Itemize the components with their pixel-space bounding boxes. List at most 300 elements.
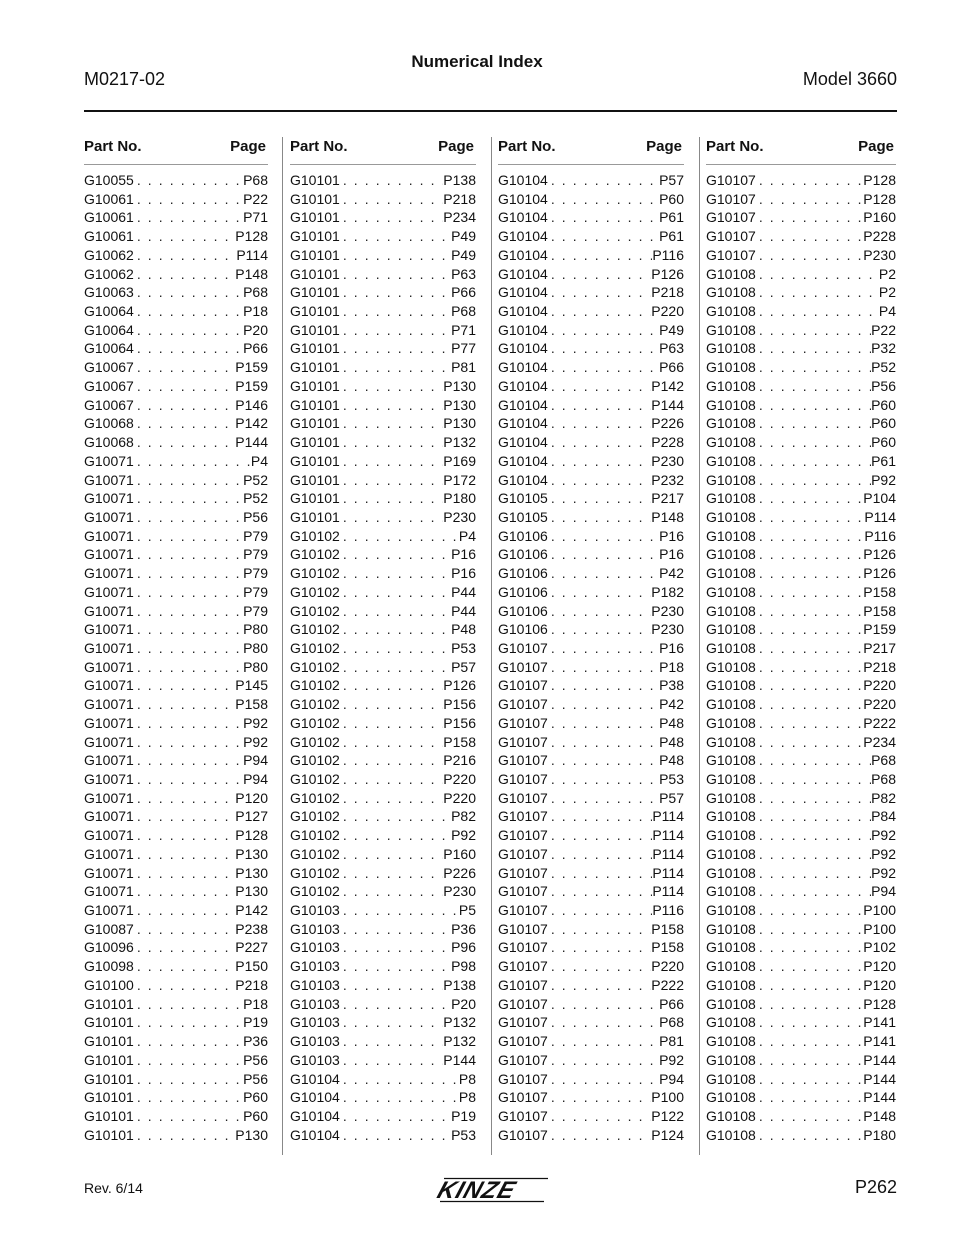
index-row	[498, 377, 684, 396]
part-number: G10104	[290, 1070, 340, 1087]
index-row	[498, 995, 684, 1014]
page-reference: P92	[871, 864, 896, 881]
part-number: G10101	[84, 1070, 134, 1087]
dot-leader	[756, 1088, 863, 1107]
part-number: G10102	[290, 864, 340, 881]
part-number: G10096	[84, 939, 134, 956]
index-row	[498, 265, 684, 284]
index-row	[84, 452, 268, 471]
page-reference: P100	[863, 920, 896, 937]
page-reference: P61	[659, 209, 684, 226]
index-row	[290, 489, 476, 508]
dot-leader	[340, 789, 443, 808]
index-row	[498, 583, 684, 602]
page-reference: P145	[235, 677, 268, 694]
part-no-header: Part No.	[498, 138, 556, 155]
page-reference: P230	[863, 246, 896, 263]
page-reference: P8	[458, 1070, 476, 1087]
part-number: G10102	[290, 527, 340, 544]
index-row	[84, 339, 268, 358]
part-number: G10102	[290, 658, 340, 675]
page-reference: P92	[871, 827, 896, 844]
page-reference: P122	[651, 1107, 684, 1124]
page-reference: P114	[652, 883, 684, 900]
part-number: G10106	[498, 621, 548, 638]
page-reference: P48	[659, 714, 684, 731]
index-row	[290, 976, 476, 995]
page-reference: P120	[235, 789, 268, 806]
index-row	[290, 845, 476, 864]
dot-leader	[756, 770, 871, 789]
dot-leader	[340, 208, 443, 227]
part-number: G10108	[706, 434, 756, 451]
part-number: G10071	[84, 733, 134, 750]
page-reference: P116	[652, 902, 684, 919]
page-reference: P16	[659, 639, 684, 656]
dot-leader	[548, 1013, 659, 1032]
dot-leader	[340, 489, 443, 508]
dot-leader	[548, 1107, 651, 1126]
page-reference: P124	[651, 1126, 684, 1143]
index-row	[290, 676, 476, 695]
page-reference: P116	[864, 527, 896, 544]
index-row	[498, 770, 684, 789]
dot-leader	[340, 695, 443, 714]
dot-leader	[340, 995, 451, 1014]
part-number: G10107	[498, 827, 548, 844]
page-reference: P4	[878, 303, 896, 320]
dot-leader	[548, 527, 659, 546]
dot-leader	[548, 489, 651, 508]
dot-leader	[340, 620, 451, 639]
index-row	[290, 733, 476, 752]
index-row	[290, 826, 476, 845]
dot-leader	[756, 826, 871, 845]
part-number: G10101	[290, 508, 340, 525]
part-number: G10102	[290, 565, 340, 582]
part-number: G10101	[290, 359, 340, 376]
page-reference: P92	[659, 1051, 684, 1068]
dot-leader	[134, 265, 235, 284]
part-number: G10103	[290, 1051, 340, 1068]
page-reference: P60	[243, 1107, 268, 1124]
page-reference: P92	[871, 845, 896, 862]
index-row	[84, 807, 268, 826]
part-number: G10071	[84, 771, 134, 787]
part-number: G10064	[84, 340, 134, 357]
page-reference: P5	[458, 902, 476, 919]
dot-leader	[548, 807, 653, 826]
kinze-logo	[432, 1176, 550, 1204]
part-number: G10101	[290, 246, 340, 263]
dot-leader	[134, 995, 243, 1014]
page-reference: P218	[651, 284, 684, 301]
part-number: G10108	[706, 845, 756, 862]
part-number: G10067	[84, 359, 134, 376]
dot-leader	[340, 414, 443, 433]
part-number: G10102	[290, 771, 340, 787]
dot-leader	[548, 976, 651, 995]
page-reference: P158	[651, 939, 684, 956]
index-row	[498, 976, 684, 995]
page-reference: P127	[235, 808, 268, 825]
page-reference: P49	[659, 321, 684, 338]
dot-leader	[134, 920, 235, 939]
dot-leader	[134, 489, 243, 508]
dot-leader	[548, 714, 659, 733]
page-reference: P18	[659, 658, 684, 675]
part-number: G10107	[498, 1051, 548, 1068]
index-row	[706, 602, 896, 621]
page-reference: P228	[863, 228, 896, 245]
page-reference: P22	[871, 321, 896, 338]
page-reference: P220	[863, 696, 896, 713]
dot-leader	[134, 938, 235, 957]
dot-leader	[548, 396, 651, 415]
page-reference: P159	[235, 359, 268, 376]
dot-leader	[756, 733, 863, 752]
dot-leader	[548, 377, 651, 396]
dot-leader	[340, 1126, 451, 1145]
dot-leader	[134, 302, 243, 321]
index-row	[290, 171, 476, 190]
page-reference: P94	[659, 1070, 684, 1087]
page-reference: P100	[863, 902, 896, 919]
part-number: G10108	[706, 565, 756, 582]
dot-leader	[340, 190, 443, 209]
part-number: G10087	[84, 920, 134, 937]
part-number: G10104	[498, 303, 548, 320]
page-reference: P222	[863, 714, 896, 731]
index-row	[498, 864, 684, 883]
dot-leader	[756, 302, 879, 321]
page-reference: P60	[871, 415, 896, 432]
index-row	[706, 658, 896, 677]
part-number: G10107	[498, 1070, 548, 1087]
index-row	[290, 751, 476, 770]
dot-leader	[340, 171, 443, 190]
dot-leader	[548, 171, 659, 190]
part-number: G10071	[84, 565, 134, 582]
part-number: G10108	[706, 471, 756, 488]
index-row	[84, 920, 268, 939]
dot-leader	[340, 751, 443, 770]
index-row	[290, 639, 476, 658]
part-number: G10108	[706, 1033, 756, 1050]
dot-leader	[134, 508, 243, 527]
part-number: G10108	[706, 883, 756, 900]
index-row	[498, 920, 684, 939]
page-reference: P71	[243, 209, 268, 226]
index-row	[498, 1126, 684, 1145]
page-reference: P71	[451, 321, 476, 338]
page-reference: P63	[659, 340, 684, 357]
dot-leader	[548, 321, 659, 340]
page-reference: P230	[443, 508, 476, 525]
dot-leader	[548, 695, 659, 714]
dot-leader	[134, 695, 235, 714]
page-reference: P114	[652, 864, 684, 881]
dot-leader	[548, 208, 659, 227]
dot-leader	[340, 583, 451, 602]
page-reference: P132	[443, 1033, 476, 1050]
part-number: G10108	[706, 621, 756, 638]
part-number: G10107	[498, 864, 548, 881]
index-row	[84, 1107, 268, 1126]
index-row	[84, 358, 268, 377]
dot-leader	[756, 339, 871, 358]
index-row	[84, 227, 268, 246]
page-reference: P16	[451, 565, 476, 582]
part-number: G10107	[498, 883, 548, 900]
page-reference: P60	[243, 1089, 268, 1106]
page-reference: P79	[243, 602, 268, 619]
part-number: G10102	[290, 621, 340, 638]
dot-leader	[134, 190, 243, 209]
index-row	[290, 1088, 476, 1107]
page-reference: P220	[443, 771, 476, 787]
index-row	[290, 545, 476, 564]
index-row	[84, 190, 268, 209]
part-number: G10107	[498, 958, 548, 975]
index-row	[290, 938, 476, 957]
part-number: G10071	[84, 864, 134, 881]
page-reference: P52	[871, 359, 896, 376]
dot-leader	[548, 1088, 651, 1107]
dot-leader	[134, 564, 243, 583]
part-number: G10104	[498, 284, 548, 301]
index-row	[498, 1088, 684, 1107]
part-number: G10108	[706, 714, 756, 731]
dot-leader	[756, 471, 871, 490]
index-row	[498, 358, 684, 377]
dot-leader	[548, 733, 659, 752]
index-row	[706, 826, 896, 845]
part-number: G10104	[498, 434, 548, 451]
page-reference: P68	[871, 752, 896, 769]
dot-leader	[548, 901, 653, 920]
page-reference: P146	[235, 396, 268, 413]
page-reference: P226	[443, 864, 476, 881]
dot-leader	[134, 733, 243, 752]
page-reference: P158	[443, 733, 476, 750]
part-number: G10107	[498, 845, 548, 862]
index-row	[706, 358, 896, 377]
part-number: G10071	[84, 602, 134, 619]
page-reference: P92	[243, 733, 268, 750]
part-number: G10101	[84, 1051, 134, 1068]
page-header: Page	[646, 138, 682, 155]
index-row	[498, 321, 684, 340]
page-reference: P128	[863, 172, 896, 188]
part-number: G10104	[498, 377, 548, 394]
dot-leader	[548, 358, 659, 377]
index-row	[84, 283, 268, 302]
part-number: G10108	[706, 490, 756, 507]
page-reference: P66	[451, 284, 476, 301]
dot-leader	[134, 602, 243, 621]
page-reference: P116	[652, 246, 684, 263]
page-reference: P2	[878, 265, 896, 282]
dot-leader	[340, 358, 451, 377]
page-reference: P130	[443, 396, 476, 413]
page-reference: P80	[243, 621, 268, 638]
dot-leader	[134, 321, 243, 340]
page-reference: P158	[651, 920, 684, 937]
index-row	[706, 265, 896, 284]
page-reference: P130	[443, 415, 476, 432]
index-row	[290, 901, 476, 920]
page-reference: P56	[243, 508, 268, 525]
page-reference: P130	[443, 377, 476, 394]
part-number: G10107	[498, 639, 548, 656]
dot-leader	[756, 695, 863, 714]
index-row	[498, 901, 684, 920]
part-number: G10104	[290, 1089, 340, 1106]
part-number: G10108	[706, 321, 756, 338]
index-row	[498, 733, 684, 752]
index-row	[498, 620, 684, 639]
part-number: G10108	[706, 677, 756, 694]
dot-leader	[756, 901, 863, 920]
part-number: G10107	[498, 1033, 548, 1050]
page-reference: P52	[243, 490, 268, 507]
index-row	[498, 938, 684, 957]
index-row	[498, 845, 684, 864]
page-reference: P53	[451, 1126, 476, 1143]
part-number: G10071	[84, 471, 134, 488]
page-reference: P227	[235, 939, 268, 956]
dot-leader	[756, 433, 871, 452]
page-reference: P130	[235, 845, 268, 862]
index-rows	[290, 171, 476, 1144]
index-row	[706, 433, 896, 452]
page-reference: P96	[451, 939, 476, 956]
page-reference: P66	[659, 359, 684, 376]
index-row	[498, 695, 684, 714]
index-row	[290, 995, 476, 1014]
index-row	[498, 414, 684, 433]
dot-leader	[548, 845, 653, 864]
part-number: G10103	[290, 939, 340, 956]
index-row	[706, 957, 896, 976]
dot-leader	[756, 246, 863, 265]
part-number: G10104	[498, 321, 548, 338]
index-row	[84, 901, 268, 920]
index-row	[706, 882, 896, 901]
part-number: G10103	[290, 920, 340, 937]
part-number: G10067	[84, 377, 134, 394]
page-reference: P4	[458, 527, 476, 544]
dot-leader	[134, 283, 243, 302]
index-row	[290, 414, 476, 433]
dot-leader	[548, 995, 659, 1014]
dot-leader	[340, 733, 443, 752]
page-reference: P230	[651, 452, 684, 469]
part-number: G10071	[84, 658, 134, 675]
index-row	[706, 452, 896, 471]
index-row	[498, 489, 684, 508]
part-number: G10101	[84, 995, 134, 1012]
index-row	[498, 302, 684, 321]
dot-leader	[340, 545, 451, 564]
dot-leader	[548, 882, 653, 901]
index-row	[84, 527, 268, 546]
dot-leader	[134, 770, 243, 789]
dot-leader	[548, 676, 659, 695]
dot-leader	[756, 396, 871, 415]
part-number: G10102	[290, 639, 340, 656]
index-row	[498, 190, 684, 209]
part-number: G10107	[498, 995, 548, 1012]
dot-leader	[548, 283, 651, 302]
page-reference: P132	[443, 1014, 476, 1031]
page-reference: P132	[443, 434, 476, 451]
page-reference: P120	[863, 958, 896, 975]
dot-leader	[340, 377, 443, 396]
dot-leader	[134, 471, 243, 490]
page-reference: P114	[652, 845, 684, 862]
part-number: G10101	[84, 1014, 134, 1031]
page-reference: P128	[235, 827, 268, 844]
column-divider	[282, 137, 283, 1155]
index-row	[290, 770, 476, 789]
dot-leader	[340, 658, 451, 677]
page-reference: P169	[443, 452, 476, 469]
dot-leader	[340, 1051, 443, 1070]
page-reference: P142	[235, 415, 268, 432]
part-number: G10105	[498, 490, 548, 507]
logo-text: KINZE	[433, 1177, 520, 1204]
index-row	[84, 471, 268, 490]
index-row	[706, 508, 896, 527]
index-row	[706, 733, 896, 752]
part-number: G10101	[290, 434, 340, 451]
dot-leader	[548, 265, 651, 284]
page-reference: P180	[443, 490, 476, 507]
page-reference: P42	[659, 565, 684, 582]
part-number: G10104	[498, 396, 548, 413]
page-reference: P126	[863, 546, 896, 563]
dot-leader	[756, 957, 863, 976]
part-number: G10104	[498, 228, 548, 245]
part-number: G10103	[290, 1014, 340, 1031]
document-number: M0217-02	[84, 69, 166, 89]
dot-leader	[340, 452, 443, 471]
page-reference: P36	[451, 920, 476, 937]
index-row	[84, 826, 268, 845]
part-number: G10107	[498, 789, 548, 806]
page-reference: P220	[651, 303, 684, 320]
index-row	[84, 208, 268, 227]
part-number: G10101	[290, 321, 340, 338]
part-number: G10108	[706, 771, 756, 787]
page-reference: P128	[863, 995, 896, 1012]
part-number: G10108	[706, 1107, 756, 1124]
dot-leader	[756, 602, 863, 621]
page-reference: P94	[871, 883, 896, 900]
page-reference: P102	[863, 939, 896, 956]
dot-leader	[756, 1051, 863, 1070]
dot-leader	[548, 433, 651, 452]
part-number: G10108	[706, 827, 756, 844]
index-row	[706, 1070, 896, 1089]
page-reference: P182	[651, 583, 684, 600]
part-number: G10104	[498, 246, 548, 263]
part-number: G10067	[84, 396, 134, 413]
index-row	[84, 976, 268, 995]
dot-leader	[756, 190, 863, 209]
